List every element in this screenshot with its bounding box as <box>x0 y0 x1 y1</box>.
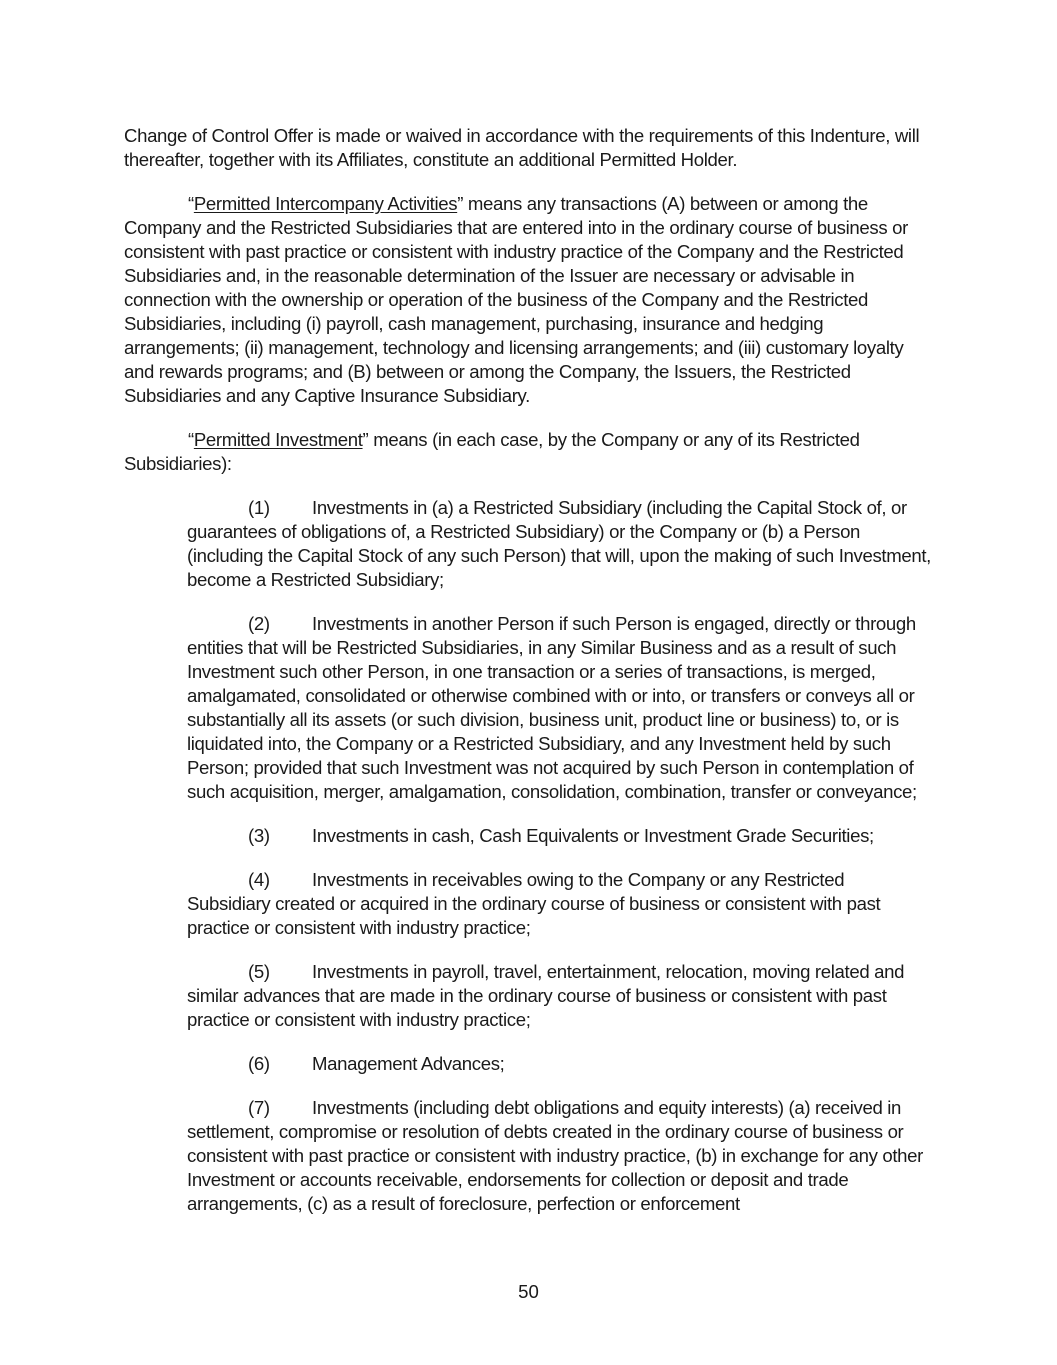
clause-text: Management Advances; <box>312 1053 505 1074</box>
definition-permitted-investment <box>124 428 932 476</box>
page-number: 50 <box>518 1281 539 1302</box>
clause-number: (1) <box>248 497 270 518</box>
clause-number: (2) <box>248 613 270 634</box>
clause-text: Investments in cash, Cash Equivalents or Investment Grade Securities; <box>312 825 874 846</box>
clause-6 <box>187 1052 932 1076</box>
clause-text: Investments in receivables owing to the Company or any Restricted Subsidiary created or acquired in the ordinary course of business or consistent with past practice or consistent with industry practice; <box>187 869 881 938</box>
close-quote: ” <box>362 429 369 450</box>
defined-term: Permitted Intercompany Activities <box>193 193 458 214</box>
paragraph-continuation: Change of Control Offer is made or waived in accordance with the requirements of this Indenture, will thereafter, together with its Affiliates, constitute an additional Permitted Holder. <box>124 125 920 170</box>
clause-number: (3) <box>248 825 270 846</box>
clause-text: Investments in another Person if such Person is engaged, directly or through entities that will be Restricted Subsidiaries, in any Similar Business and as a result of such Investment such other Person, in one transaction or a series of transactions, is merged, amalgamated, consolidated or otherwise combined with or into, or transfers or conveys all or substantially all its assets (or such division, business unit, product line or business) to, or is liquidated into, the Company or a Restricted Subsidiary, and any Investment held by such Person; provided that such Investment was not acquired by such Person in contemplation of such acquisition, merger, amalgamation, consolidation, combination, transfer or conveyance; <box>187 613 917 802</box>
clause-3 <box>187 824 932 848</box>
clause-number: (4) <box>248 869 270 890</box>
clause-number: (6) <box>248 1053 270 1074</box>
defined-term: Permitted Investment <box>193 429 363 450</box>
clause-text: Investments in (a) a Restricted Subsidiary (including the Capital Stock of, or guarantees of obligations of, a Restricted Subsidiary) or the Company or (b) a Person (including the Capital Stock of any such Person) that will, upon the making of such Investment, become a Restricted Subsidiary; <box>187 497 931 590</box>
open-quote: “ <box>188 429 194 450</box>
clause-number: (7) <box>248 1097 270 1118</box>
page-body <box>124 124 932 1236</box>
clause-2 <box>187 612 932 804</box>
close-quote: ” <box>457 193 464 214</box>
definition-text: means any transactions (A) between or among the Company and the Restricted Subsidiaries that are entered into in the ordinary course of business or consistent with past practice or consistent with industry practice of the Company and the Restricted Subsidiaries and, in the reasonable determination of the Issuer are necessary or advisable in connection with the ownership or operation of the business of the Company and the Restricted Subsidiaries, including (i) payroll, cash management, purchasing, insurance and hedging arrangements; (ii) management, technology and licensing arrangements; and (iii) customary loyalty and rewards programs; and (B) between or among the Company, the Issuers, the Restricted Subsidiaries and any Captive Insurance Subsidiary. <box>124 193 908 406</box>
clause-text: Investments in payroll, travel, entertainment, relocation, moving related and similar advances that are made in the ordinary course of business or consistent with past practice or consistent with industry practice; <box>187 961 905 1030</box>
clause-7 <box>187 1096 932 1216</box>
clause-number: (5) <box>248 961 270 982</box>
open-quote: “ <box>188 193 194 214</box>
clause-5 <box>187 960 932 1032</box>
definition-text: means (in each case, by the Company or any of its Restricted Subsidiaries): <box>124 429 860 474</box>
clause-text: Investments (including debt obligations and equity interests) (a) received in settlement, compromise or resolution of debts created in the ordinary course of business or consistent with past practice or consistent with industry practice, (b) in exchange for any other Investment or accounts receivable, endorsements for collection or deposit and trade arrangements, (c) as a result of foreclosure, perfection or enforcement <box>187 1097 923 1214</box>
clause-4 <box>187 868 932 940</box>
definition-permitted-intercompany-activities <box>124 192 932 408</box>
clause-1 <box>187 496 932 592</box>
